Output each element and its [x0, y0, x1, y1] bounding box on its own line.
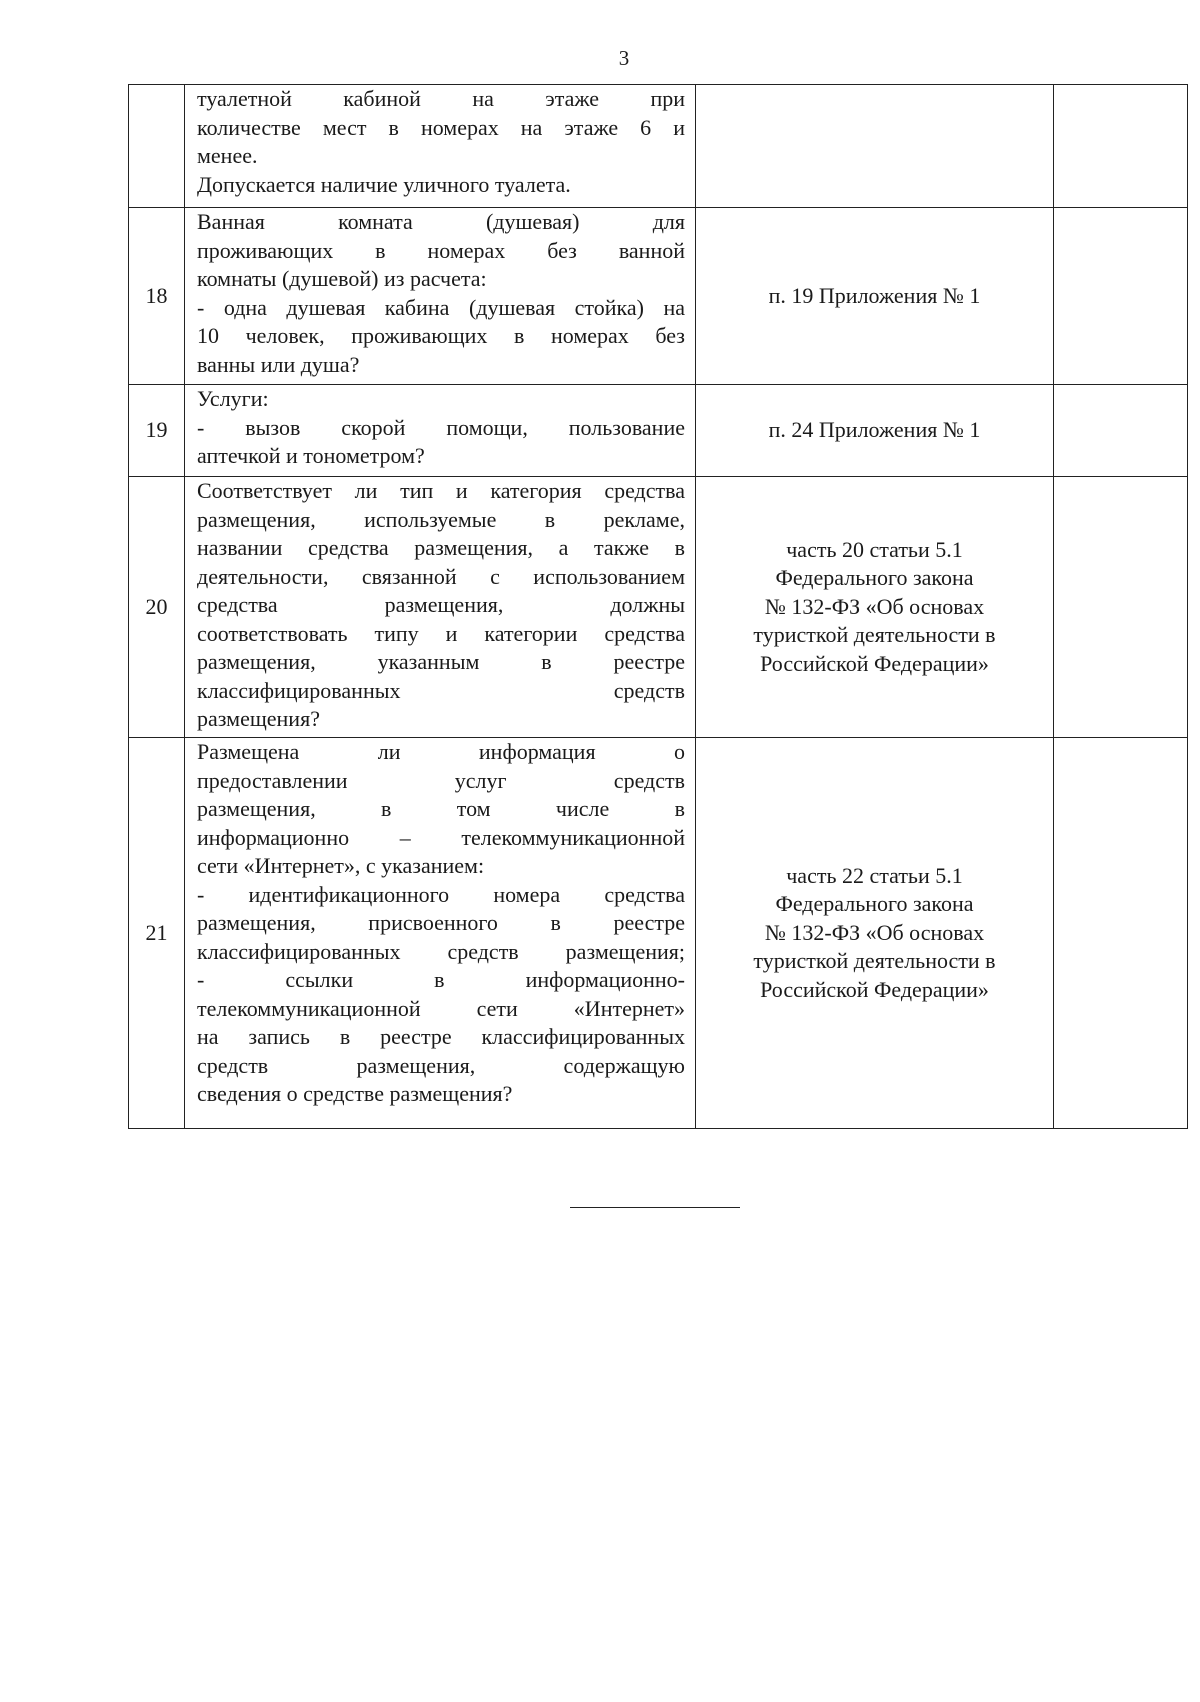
- requirement-line: Ванная комната (душевая) для: [197, 209, 685, 234]
- reference-line: часть 22 статьи 5.1: [786, 862, 963, 888]
- legal-reference: [696, 738, 1054, 1129]
- table-row: [129, 738, 1188, 1129]
- requirement-line: - идентификационного номера средства: [197, 881, 685, 907]
- requirement-line: классифицированных средств: [197, 677, 685, 703]
- legal-reference: [696, 385, 1054, 477]
- mark-cell: [1054, 477, 1188, 738]
- requirement-text: [185, 385, 696, 477]
- mark-cell: [1054, 85, 1188, 208]
- requirement-text: [185, 208, 696, 385]
- requirement-line: - одна душевая кабина (душевая стойка) на: [197, 294, 685, 320]
- requirement-line: сведения о средстве размещения?: [197, 1081, 513, 1106]
- row-number: 20: [129, 477, 185, 738]
- requirement-line: туалетной кабиной на этаже при: [197, 86, 685, 111]
- reference-line: п. 24 Приложения № 1: [768, 417, 981, 443]
- mark-cell: [1054, 738, 1188, 1129]
- requirement-line: Допускается наличие уличного туалета.: [197, 171, 571, 197]
- reference-line: часть 20 статьи 5.1: [786, 536, 963, 562]
- mark-cell: [1054, 208, 1188, 385]
- requirement-line: сети «Интернет», с указанием:: [197, 853, 485, 878]
- requirement-line: Размещена ли информация о: [197, 739, 685, 764]
- row-number: 21: [129, 738, 185, 1129]
- requirement-line: деятельности, связанной с использованием: [197, 563, 685, 589]
- table-row: [129, 85, 1188, 208]
- reference-line: № 132-ФЗ «Об основах: [764, 593, 985, 619]
- row-number: 18: [129, 208, 185, 385]
- table-row: [129, 208, 1188, 385]
- row-number: [129, 85, 185, 208]
- table-row: [129, 385, 1188, 477]
- reference-line: Российской Федерации»: [760, 976, 989, 1002]
- requirement-line: - вызов скорой помощи, пользование: [197, 414, 685, 440]
- requirement-line: средства размещения, должны: [197, 592, 685, 617]
- mark-cell: [1054, 385, 1188, 477]
- requirement-line: 10 человек, проживающих в номерах без: [197, 323, 685, 348]
- requirement-line: размещения, используемые в рекламе,: [197, 506, 685, 532]
- reference-line: п. 19 Приложения № 1: [768, 282, 981, 308]
- requirement-line: комнаты (душевой) из расчета:: [197, 266, 487, 291]
- legal-reference: [696, 208, 1054, 385]
- requirement-line: проживающих в номерах без ванной: [197, 237, 685, 263]
- requirement-text: [185, 477, 696, 738]
- requirement-line: размещения, присвоенного в реестре: [197, 910, 685, 935]
- requirement-text: [185, 85, 696, 208]
- requirement-line: количестве мест в номерах на этаже 6 и: [197, 114, 685, 140]
- row-number: 19: [129, 385, 185, 477]
- requirement-line: на запись в реестре классифицированных: [197, 1024, 685, 1049]
- requirement-text: [185, 738, 696, 1129]
- table-row: [129, 477, 1188, 738]
- requirement-line: менее.: [197, 143, 258, 168]
- legal-reference: [696, 85, 1054, 208]
- requirement-line: предоставлении услуг средств: [197, 767, 685, 793]
- requirement-line: названии средства размещения, а также в: [197, 535, 685, 560]
- checklist-table: [128, 84, 1188, 1129]
- reference-line: № 132-ФЗ «Об основах: [764, 919, 985, 945]
- requirement-line: размещения, указанным в реестре: [197, 649, 685, 674]
- reference-line: Российской Федерации»: [760, 650, 989, 676]
- requirement-line: размещения, в том числе в: [197, 796, 685, 821]
- reference-line: туристкой деятельности в: [753, 622, 996, 648]
- requirement-line: соответствовать типу и категории средства: [197, 620, 685, 646]
- legal-reference: [696, 477, 1054, 738]
- requirement-line: телекоммуникационной сети «Интернет»: [197, 995, 685, 1021]
- reference-line: Федерального закона: [775, 891, 974, 917]
- requirement-line: размещения?: [197, 706, 320, 731]
- requirement-line: Соответствует ли тип и категория средства: [197, 478, 685, 503]
- requirement-line: классифицированных средств размещения;: [197, 938, 685, 964]
- checklist-body: [129, 85, 1188, 1129]
- requirement-line: средств размещения, содержащую: [197, 1052, 685, 1078]
- page-number: 3: [618, 46, 630, 70]
- requirement-line: Услуги:: [197, 386, 269, 411]
- end-of-document-rule: [570, 1207, 740, 1208]
- reference-line: Федерального закона: [775, 565, 974, 591]
- reference-line: туристкой деятельности в: [753, 948, 996, 974]
- requirement-line: ванны или душа?: [197, 351, 360, 377]
- requirement-line: - ссылки в информационно-: [197, 967, 685, 992]
- requirement-line: аптечкой и тонометром?: [197, 443, 425, 468]
- requirement-line: информационно – телекоммуникационной: [197, 824, 685, 850]
